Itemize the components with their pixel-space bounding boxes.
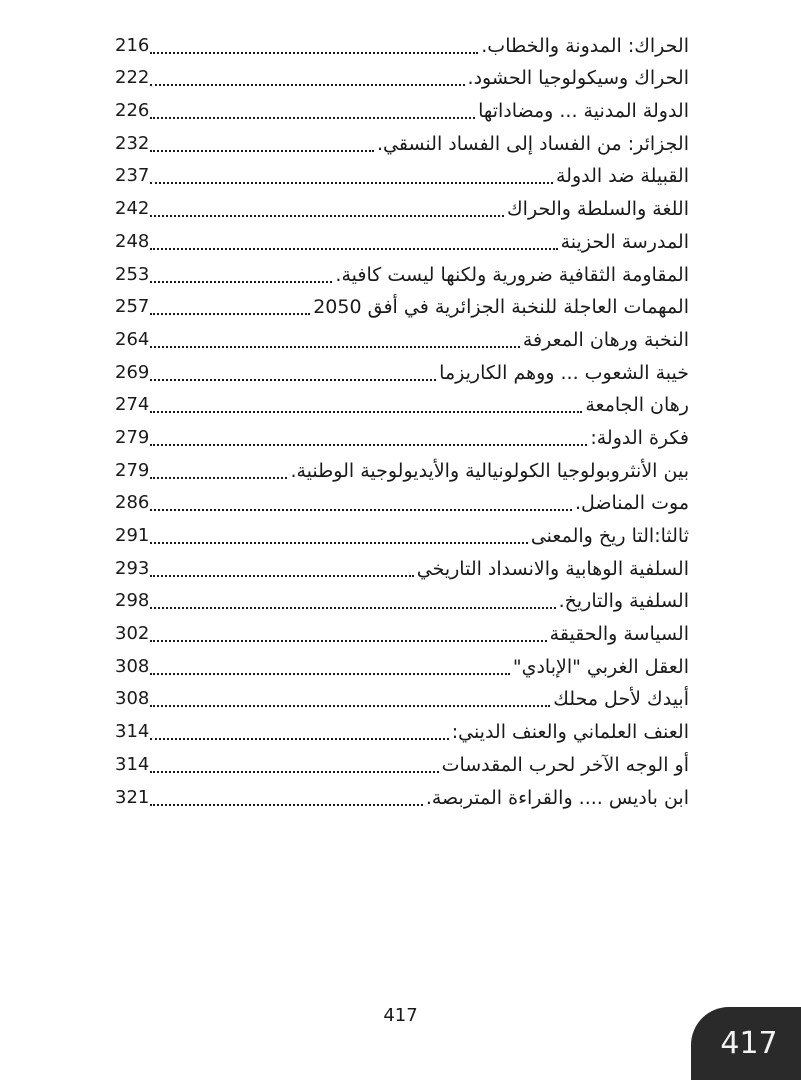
toc-entry [115,255,689,288]
toc-entry [115,647,689,680]
table-of-contents [115,26,689,811]
toc-entry-page: 308 [115,688,150,710]
toc-entry-page: 321 [115,786,150,808]
toc-entry-page: 232 [115,132,150,154]
toc-entry [115,189,689,222]
toc-entry-title: السياسة والحقيقة [549,623,689,646]
toc-entry-page: 242 [115,198,150,220]
toc-entry-title: خيبة الشعوب ... ووهم الكاريزما [439,361,689,384]
toc-entry-page: 269 [115,361,150,383]
toc-entry [115,91,689,124]
toc-entry [115,124,689,157]
toc-entry-title: الجزائر: من الفساد إلى الفساد النسقي. [376,132,689,155]
toc-entry-title: الحراك: المدونة والخطاب. [481,34,689,57]
toc-entry-title: ابن باديس .... والقراءة المتربصة. [425,786,689,809]
dot-leader [150,605,555,609]
dot-leader [150,148,374,152]
dot-leader [150,638,546,642]
toc-entry [115,516,689,549]
toc-entry [115,614,689,647]
toc-entry [115,778,689,811]
toc-entry-page: 222 [115,67,150,89]
toc-entry-title: أو الوجه الآخر لحرب المقدسات [441,753,689,776]
toc-entry-page: 253 [115,263,150,285]
toc-entry-page: 314 [115,753,150,775]
toc-entry [115,484,689,517]
dot-leader [150,213,504,217]
toc-entry-page: 291 [115,525,150,546]
toc-entry-page: 308 [115,655,150,677]
toc-entry-page: 274 [115,394,150,416]
toc-entry-page: 226 [115,100,150,122]
dot-leader [150,82,464,86]
toc-entry-title: المهمات العاجلة للنخبة الجزائرية في أفق 2050 [313,296,689,319]
toc-entry [115,386,689,419]
toc-entry [115,745,689,778]
toc-entry [115,418,689,451]
toc-entry [115,451,689,484]
toc-entry [115,712,689,745]
dot-leader [150,409,582,413]
toc-entry-page: 237 [115,165,150,187]
dot-leader [150,344,519,348]
toc-entry-title: العنف العلماني والعنف الديني: [451,721,689,744]
toc-entry [115,26,689,59]
toc-entry [115,353,689,386]
toc-entry [115,157,689,190]
dot-leader [150,703,550,707]
toc-entry [115,288,689,321]
toc-entry-page: 279 [115,426,150,448]
dot-leader [150,50,478,54]
toc-entry-title: الدولة المدنية ... ومضاداتها [478,100,689,123]
toc-entry-page: 302 [115,623,150,645]
toc-entry-page: 286 [115,492,150,514]
toc-entry-page: 314 [115,721,150,743]
toc-entry-page: 298 [115,590,150,612]
toc-entry-title: القبيلة ضد الدولة [556,165,689,188]
toc-entry-title: المقاومة الثقافية ضرورية ولكنها ليست كافية. [335,263,689,286]
dot-leader [150,736,448,740]
toc-entry-title: السلفية والتاريخ. [558,590,689,613]
toc-entry-page: 293 [115,557,150,579]
dot-leader [150,279,332,283]
dot-leader [150,802,422,806]
dot-leader [150,540,527,544]
page-number-badge: 417 [691,1007,801,1080]
toc-entry [115,582,689,615]
toc-entry-title: فكرة الدولة: [590,426,689,449]
toc-entry-page: 216 [115,34,150,56]
toc-entry [115,320,689,353]
toc-entry-page: 248 [115,230,150,252]
toc-entry-page: 257 [115,296,150,318]
toc-entry-title: السلفية الوهابية والانسداد التاريخي [416,557,689,580]
toc-entry-page: 264 [115,328,150,350]
dot-leader [150,769,438,773]
dot-leader [150,475,287,479]
dot-leader [150,377,436,381]
toc-entry [115,59,689,92]
toc-entry-title: العقل الغربي "الإبادي" [512,655,689,678]
page-number: 417 [383,1005,418,1026]
dot-leader [150,442,587,446]
toc-entry-title: موت المناضل. [574,492,689,515]
toc-entry-title: رهان الجامعة [585,394,689,417]
toc-entry-title: الحراك وسيكولوجيا الحشود. [467,67,689,90]
dot-leader [150,246,557,250]
toc-entry-page: 279 [115,459,150,481]
toc-entry-title: اللغة والسلطة والحراك [507,198,689,221]
toc-entry [115,222,689,255]
dot-leader [150,507,572,511]
dot-leader [150,671,509,675]
toc-entry [115,680,689,713]
toc-entry [115,549,689,582]
dot-leader [150,573,413,577]
toc-entry-title: ثالثا:التا ريخ والمعنى [530,525,689,547]
toc-entry-title: أبيدك لأحل محلك [553,688,689,711]
dot-leader [150,180,553,184]
toc-entry-title: بين الأنثروبولوجيا الكولونيالية والأيديولوجية الوطنية. [290,459,689,482]
toc-entry-title: المدرسة الحزينة [560,230,689,253]
dot-leader [150,115,475,119]
toc-entry-title: النخبة ورهان المعرفة [522,328,689,351]
dot-leader [150,311,310,315]
